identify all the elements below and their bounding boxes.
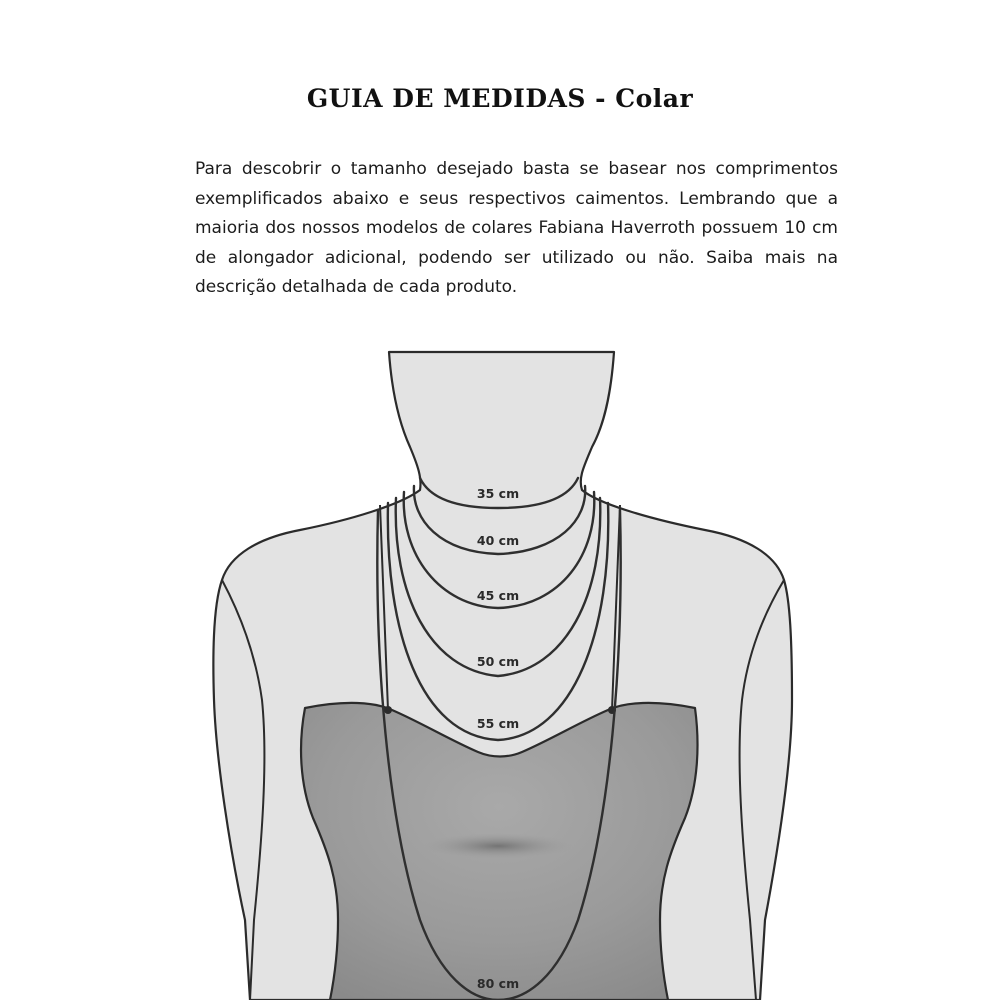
necklace-length-illustration (0, 340, 1000, 1000)
description-text: Para descobrir o tamanho desejado basta se basear nos comprimentos exemplificados abaixo e seus respectivos caimentos. Lembrando que a maioria dos nossos modelos de colares Fabiana Haverroth possuem 10 cm de alongador adicional, podendo ser utilizado ou não. Saiba mais na descrição detalhada de cada produto. (195, 159, 838, 298)
length-label-45: 45 cm (476, 588, 520, 603)
mannequin-svg (0, 340, 1000, 1000)
left-strap-knot (384, 706, 392, 714)
length-label-80: 80 cm (476, 976, 520, 991)
length-label-35: 35 cm (476, 486, 520, 501)
length-label-50: 50 cm (476, 654, 520, 669)
page-title: GUIA DE MEDIDAS - Colar (306, 84, 694, 113)
bust-shadow (423, 833, 573, 859)
length-label-40: 40 cm (476, 533, 520, 548)
length-label-55: 55 cm (476, 716, 520, 731)
